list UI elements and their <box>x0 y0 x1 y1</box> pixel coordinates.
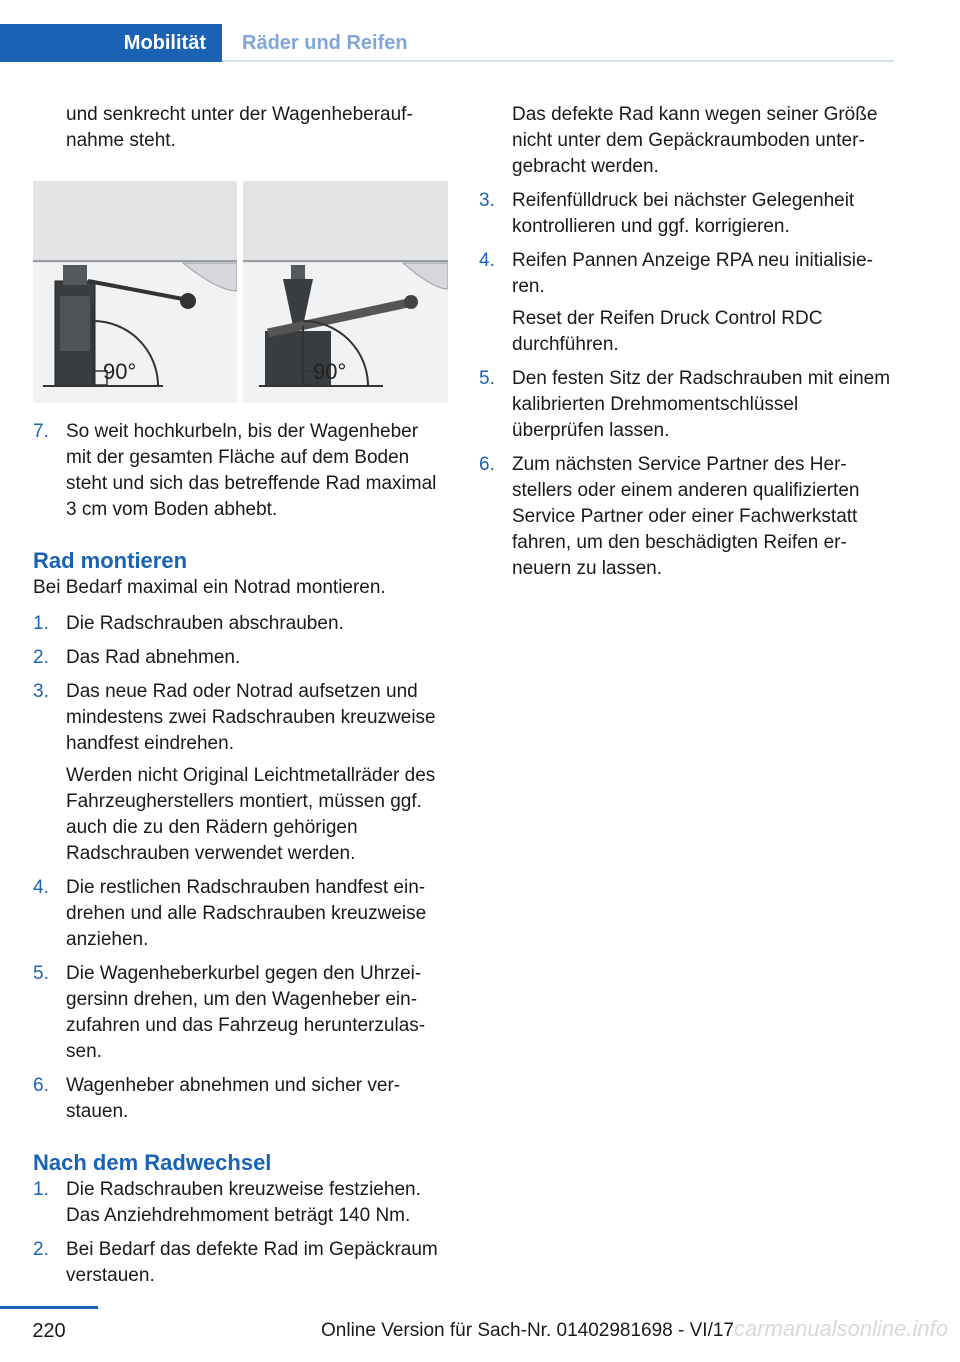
right-column <box>479 102 895 590</box>
list-text: Das neue Rad oder Notrad aufsetzen und mindestens zwei Radschrauben kreuzweise handfest eindrehen. <box>66 681 436 754</box>
page-header <box>0 0 960 64</box>
list-item <box>33 1073 448 1125</box>
list-number: 5. <box>33 963 49 984</box>
list-text: Die restlichen Radschrauben handfest eindrehen und alle Radschrauben kreuzweise anziehen. <box>66 877 427 950</box>
list-number: 3. <box>33 681 49 702</box>
list-item <box>33 875 448 953</box>
jack-illustration <box>33 181 448 403</box>
online-version-note: Online Version für Sach-Nr. 01402981698 - VI/17 <box>321 1320 734 1341</box>
list-number: 6. <box>479 454 495 475</box>
list-number: 3. <box>479 190 495 211</box>
header-divider <box>222 60 894 62</box>
site-watermark: carmanualsonline.info <box>733 1316 948 1341</box>
heading-rad-montieren: Rad montieren <box>33 548 188 573</box>
after-steps-continued <box>479 188 895 582</box>
list-item <box>479 188 895 240</box>
list-item <box>33 419 448 523</box>
right-continuation: Das defekte Rad kann wegen seiner Größe nicht unter dem Gepäckraumboden untergebracht werden. <box>512 104 878 177</box>
chapter-tab-raeder-und-reifen[interactable]: Räder und Reifen <box>242 32 408 54</box>
list-item <box>33 611 448 637</box>
list-text: Bei Bedarf das defekte Rad im Gepäckraum verstauen. <box>66 1239 438 1286</box>
list-item <box>479 452 895 582</box>
list-text: Das Rad abnehmen. <box>66 647 241 668</box>
list-item <box>33 679 448 867</box>
list-text: Wagenheber abnehmen und sicher verstauen. <box>66 1075 401 1122</box>
footer-accent-line <box>0 1306 98 1309</box>
list-item <box>33 1177 448 1229</box>
mount-intro: Bei Bedarf maximal ein Notrad montieren. <box>33 577 386 598</box>
heading-nach-dem-radwechsel: Nach dem Radwechsel <box>33 1150 272 1175</box>
left-column <box>33 102 448 1297</box>
angle-label-right: 90° <box>313 359 347 384</box>
list-subtext: Werden nicht Original Leichtmetallräder des Fahrzeugherstellers montiert, müssen ggf. auch die zu den Rädern gehörigen Radschrauben verwendet werden. <box>66 765 436 864</box>
list-number: 6. <box>33 1075 49 1096</box>
list-item <box>33 1237 448 1289</box>
list-number: 7. <box>33 421 49 442</box>
list-text: Die Wagenheberkurbel gegen den Uhrzeigersinn drehen, um den Wagenheber einzufahren und das Fahrzeug herunterzulassen. <box>66 963 426 1062</box>
page-number: 220 <box>32 1320 66 1342</box>
angle-label-left: 90° <box>103 359 137 384</box>
intro-continuation: und senkrecht unter der Wagenheberaufnahme steht. <box>66 104 413 151</box>
section-tab-mobilitaet[interactable]: Mobilität <box>0 24 222 62</box>
list-subtext: Reset der Reifen Druck Control RDC durchführen. <box>512 308 823 355</box>
jack-right-panel <box>243 181 448 403</box>
list-number: 1. <box>33 613 49 634</box>
list-number: 1. <box>33 1179 49 1200</box>
mount-steps <box>33 611 448 1125</box>
list-text: Reifen Pannen Anzeige RPA neu initialisieren. <box>512 250 873 297</box>
list-number: 2. <box>33 1239 49 1260</box>
list-number: 5. <box>479 368 495 389</box>
list-text: Die Radschrauben abschrauben. <box>66 613 344 634</box>
jack-left-panel <box>33 181 237 403</box>
list-number: 4. <box>33 877 49 898</box>
list-number: 4. <box>479 250 495 271</box>
list-item <box>479 248 895 358</box>
step-list-continued <box>33 419 448 523</box>
list-text: Reifenfülldruck bei nächster Gelegenheit kontrollieren und ggf. korrigieren. <box>512 190 855 237</box>
list-item <box>479 366 895 444</box>
list-text: Den festen Sitz der Radschrauben mit einem kalibrierten Drehmomentschlüssel überprüfen lassen. <box>512 368 891 441</box>
list-item <box>33 645 448 671</box>
after-steps <box>33 1177 448 1289</box>
list-text: Zum nächsten Service Partner des Herstellers oder einem anderen qualifizierten Service Partner oder einer Fachwerkstatt fahren, um den beschädigten Reifen erneuern zu lassen. <box>512 454 860 579</box>
list-number: 2. <box>33 647 49 668</box>
list-text: So weit hochkurbeln, bis der Wagenheber mit der gesamten Fläche auf dem Boden steht und sich das betreffende Rad maximal 3 cm vom Boden abhebt. <box>66 421 437 520</box>
list-text: Die Radschrauben kreuzweise festziehen. Das Anziehdrehmoment beträgt 140 Nm. <box>66 1179 421 1226</box>
list-item <box>33 961 448 1065</box>
